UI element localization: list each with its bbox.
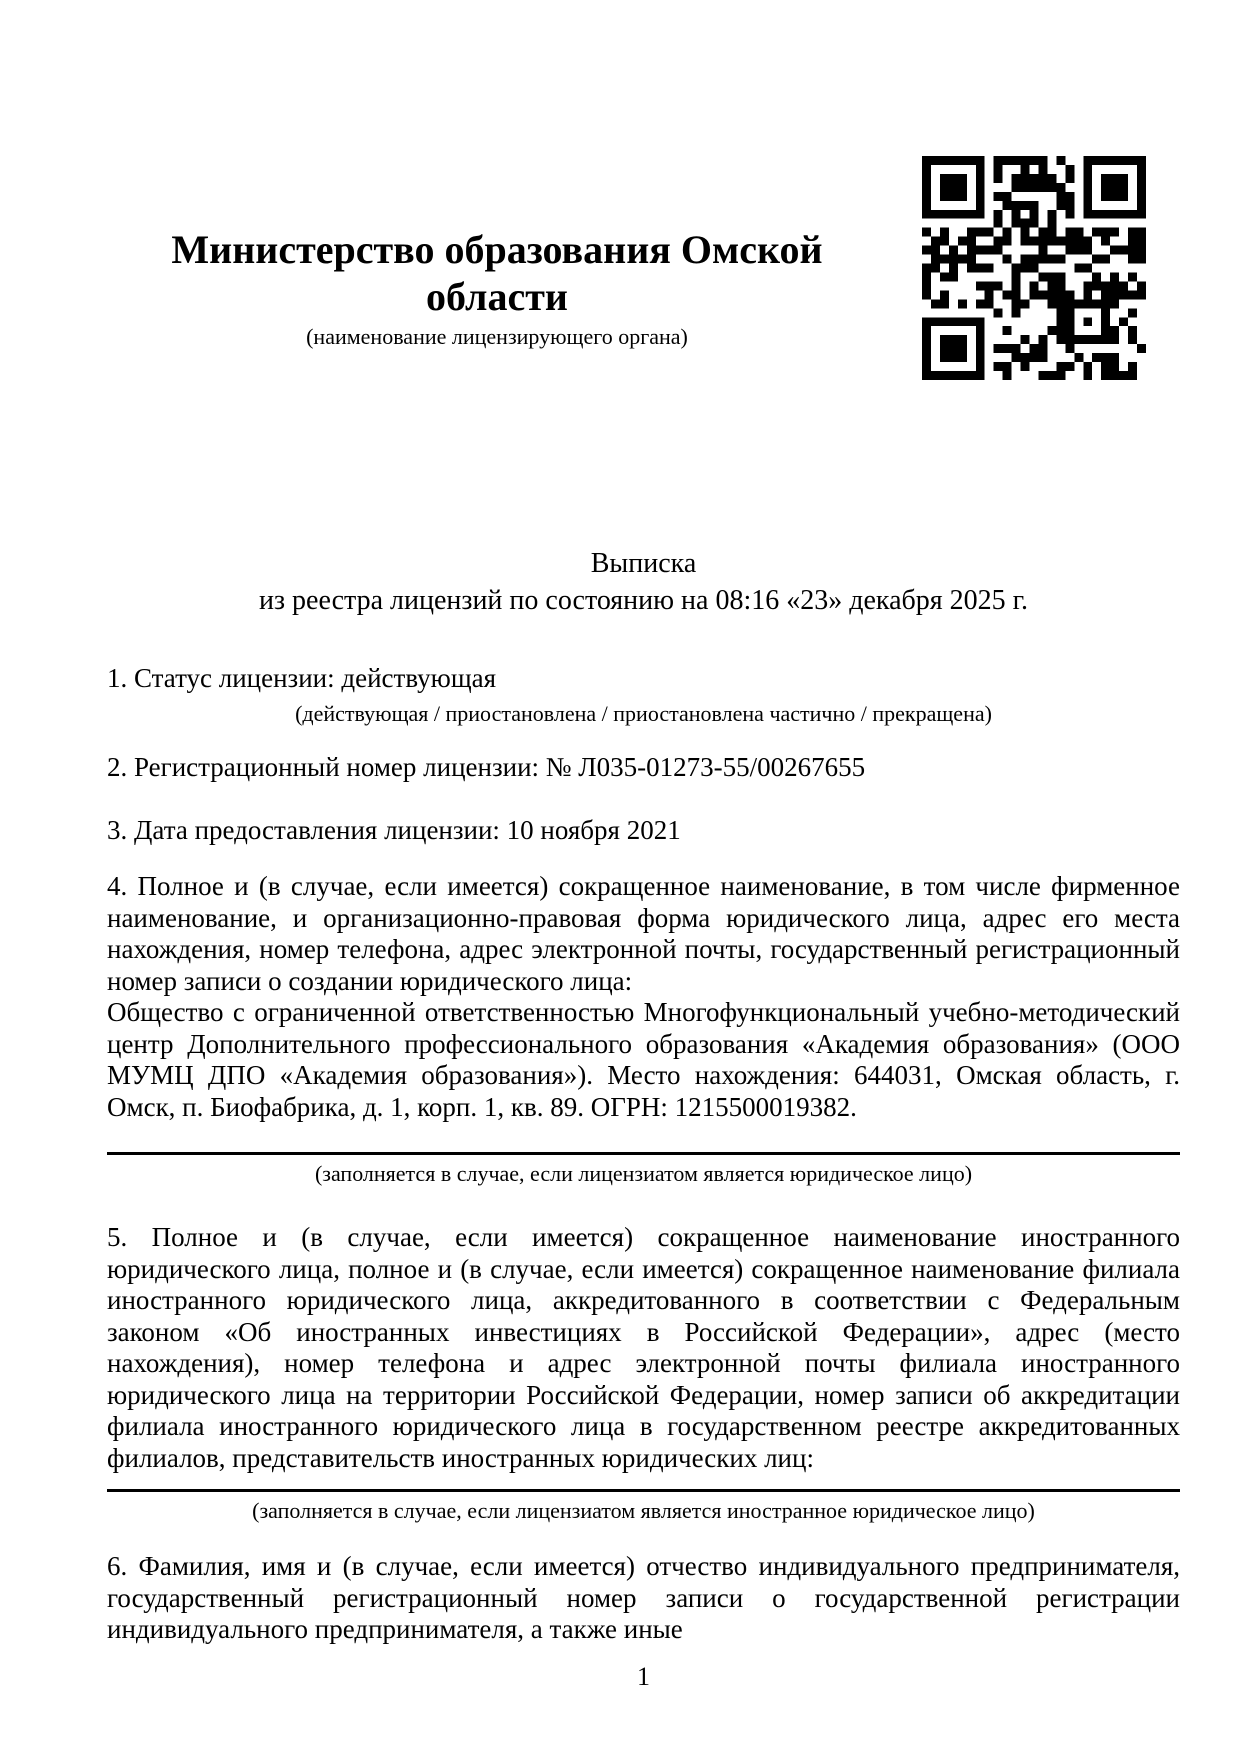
license-status-line: 1. Статус лицензии: действующая	[107, 663, 497, 693]
legal-entity-clause-value: Общество с ограниченной ответственностью Многофункциональный учебно-методический центр Дополнительного профессионального образования «Академия образования» (ООО МУМЦ ДПО «Академия образования»). Место нахождения: 644031, Омская область, г. Омск, п. Биофабрика, д. 1, корп. 1, кв. 89. ОГРН: 1215500019382.	[107, 997, 1180, 1122]
fill-in-rule-foreign-entity	[107, 1489, 1180, 1492]
page-number: 1	[637, 1662, 650, 1691]
registration-number-line: 2. Регистрационный номер лицензии: № Л035-01273-55/00267655	[107, 752, 866, 782]
foreign-entity-clause-text: 5. Полное и (в случае, если имеется) сокращенное наименование иностранного юридического лица, полное и (в случае, если имеется) сокращенное наименование филиала иностранного юридического лица, аккредитованного в соответствии с Федеральным законом «Об иностранных инвестициях в Российской Федерации», адрес (место нахождения), номер телефона и адрес электронной почты филиала иностранного юридического лица на территории Российской Федерации, номер записи об аккредитации филиала иностранного юридического лица в государственном реестре аккредитованных филиалов, представительств иностранных юридических лиц:	[107, 1222, 1180, 1473]
license-status-options-note: (действующая / приостановлена / приостановлена частично / прекращена)	[295, 701, 992, 726]
grant-date-line: 3. Дата предоставления лицензии: 10 ноября 2021	[107, 815, 681, 845]
extract-title: Выписка	[590, 548, 697, 579]
extract-subtitle: из реестра лицензий по состоянию на 08:16 «23» декабря 2025 г.	[259, 585, 1028, 616]
licensing-authority-block	[107, 226, 887, 350]
legal-entity-fill-caption: (заполняется в случае, если лицензиатом является юридическое лицо)	[314, 1161, 973, 1186]
qr-code-icon	[922, 156, 1146, 380]
individual-entrepreneur-clause-text: 6. Фамилия, имя и (в случае, если имеется) отчество индивидуального предпринимателя, государственный регистрационный номер записи о государственной регистрации индивидуального предпринимателя, а также иные	[107, 1551, 1180, 1644]
licensing-authority-caption: (наименование лицензирующего органа)	[306, 324, 688, 349]
extract-title-block	[107, 545, 1180, 619]
fill-in-rule-legal-entity	[107, 1152, 1180, 1155]
licensing-authority-name: Министерство образования Омской области	[171, 227, 823, 319]
legal-entity-clause-text: 4. Полное и (в случае, если имеется) сокращенное наименование, в том числе фирменное наименование, и организационно-правовая форма юридического лица, адрес его места нахождения, номер телефона, адрес электронной почты, государственный регистрационный номер записи о создании юридического лица:	[107, 871, 1180, 996]
foreign-entity-fill-caption: (заполняется в случае, если лицензиатом является иностранное юридическое лицо)	[252, 1498, 1035, 1523]
